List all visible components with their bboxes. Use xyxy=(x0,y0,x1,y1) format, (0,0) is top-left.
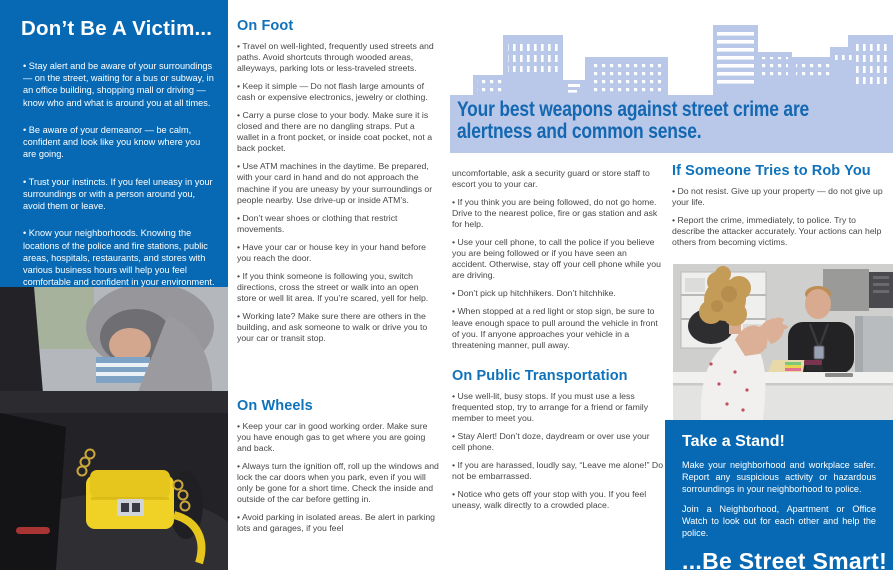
wall-vent xyxy=(869,272,893,308)
section-title: If Someone Tries to Rob You xyxy=(672,163,871,179)
street-smart-tagline: ...Be Street Smart! xyxy=(682,548,888,570)
car-theft-photo xyxy=(0,287,228,570)
left-bullet: • Know your neighborhoods. Knowing the locations of the police and fire stations, public areas, hospitals, restaurants, and stores with various business hours will help you feel comfortable and confident in your environment. xyxy=(21,227,215,288)
tip-item: • When stopped at a red light or stop sign, be sure to leave enough space to pull around the vehicle in front of you. If anyone approaches your vehicle in a threatening manner, pull away. xyxy=(452,306,663,350)
banner-slogan-line1: Your best weapons against street crime are xyxy=(457,98,810,121)
left-bullet: • Trust your instincts. If you feel uneasy in your surroundings or with a person around you, avoid them or leave. xyxy=(21,176,215,213)
section-title: On Public Transportation xyxy=(452,368,628,384)
tip-item: • Do not resist. Give up your property — do not give up your life. xyxy=(672,186,891,208)
tip-item: • Don’t wear shoes or clothing that restrict movements. xyxy=(237,213,436,235)
tip-item: • Stay Alert! Don’t doze, daydream or over use your cell phone. xyxy=(452,431,665,453)
left-panel xyxy=(0,0,228,570)
left-bullet: • Be aware of your demeanor — be calm, confident and look like you know where you are going. xyxy=(21,124,215,161)
section-on-foot xyxy=(237,18,436,351)
tip-item: • Use your cell phone, to call the police if you believe you are being followed or if you have seen an accident. Otherwise, stay off your cell phone while you are driving. xyxy=(452,237,663,281)
left-panel-content xyxy=(0,0,228,289)
computer-monitor xyxy=(855,316,893,381)
left-bullet: • Stay alert and be aware of your surroundings — on the street, waiting for a bus or subway, in an office building, shopping mall or driving — know who and what is around you at all times. xyxy=(21,60,215,109)
tip-item: • Have your car or house key in your hand before you reach the door. xyxy=(237,242,436,264)
tip-continuation: uncomfortable, ask a security guard or store staff to escort you to your car. xyxy=(452,168,650,190)
window-sill xyxy=(0,391,228,415)
tip-item: • Use well-lit, busy stops. If you must use a less frequented stop, try to arrange for a friend or family member to meet you. xyxy=(452,391,665,424)
tip-item: • Working late? Make sure there are others in the building, and ask someone to walk or drive you to your car or transit stop. xyxy=(237,311,436,344)
page-title: Don’t Be A Victim... xyxy=(21,17,213,40)
section-driving-continued xyxy=(452,168,663,358)
banner-slogan xyxy=(457,99,889,144)
tip-item: • Don’t pick up hitchhikers. Don’t hitchhike. xyxy=(452,288,663,299)
tip-item: • If you think you are being followed, do not go home. Drive to the nearest police, fire or gas station and ask for help. xyxy=(452,197,663,230)
section-title: On Foot xyxy=(237,18,294,34)
police-report-photo xyxy=(673,264,893,420)
tip-item: • Notice who gets off your stop with you. If you feel uneasy, walk directly to a crowded place. xyxy=(452,489,665,511)
tip-item: • Travel on well-lighted, frequently used streets and paths. Avoid shortcuts through wooded areas, alleyways, parking lots or less-traveled streets. xyxy=(237,41,436,74)
banner-slogan-line2: alertness and common sense. xyxy=(457,120,702,144)
tip-item: • Always turn the ignition off, roll up the windows and lock the car doors when you park, even if you will only be gone for a short time. Check the inside and outside of the car before getting in. xyxy=(237,461,439,505)
section-on-wheels xyxy=(237,398,439,541)
stand-paragraph: Join a Neighborhood, Apartment or Office Watch to look out for each other and help the police. xyxy=(682,504,876,538)
tip-item: • Keep it simple — Do not flash large amounts of cash or expensive electronics, jewelry or clothing. xyxy=(237,81,436,103)
tip-item: • Use ATM machines in the daytime. Be prepared, with your card in hand and do not approach the machine if you are uneasy by your surroundings or people nearby. Use drive-up or inside ATM’s. xyxy=(237,161,436,205)
tip-item: • If you are harassed, loudly say, “Leave me alone!” Do not be embarrassed. xyxy=(452,460,665,482)
section-title: Take a Stand! xyxy=(682,433,785,450)
section-public-transportation xyxy=(452,368,665,518)
section-rob-you xyxy=(672,163,891,255)
tip-item: • If you think someone is following you, switch directions, cross the street or walk into an open store or well lit area. If you’re scared, yell for help. xyxy=(237,271,436,304)
stand-paragraph: Make your neighborhood and workplace safer. Report any suspicious activity or hazardous sorroundings in your neighborhood to police. xyxy=(682,460,876,494)
tip-item: • Keep your car in good working order. Make sure you have enough gas to get where you are going and back. xyxy=(237,421,439,454)
take-a-stand-panel xyxy=(665,420,893,570)
section-title: On Wheels xyxy=(237,398,313,414)
tip-item: • Carry a purse close to your body. Make sure it is closed and there are no dangling straps. Put a wallet in a front pocket, or inside coat pocket, not a back pocket. xyxy=(237,110,436,154)
tip-item: • Avoid parking in isolated areas. Be alert in parking lots and garages, if you feel xyxy=(237,512,439,534)
tip-item: • Report the crime, immediately, to police. Try to describe the attacker accurately. Your actions can help others from becoming victims. xyxy=(672,215,891,248)
police-badge xyxy=(814,346,824,359)
